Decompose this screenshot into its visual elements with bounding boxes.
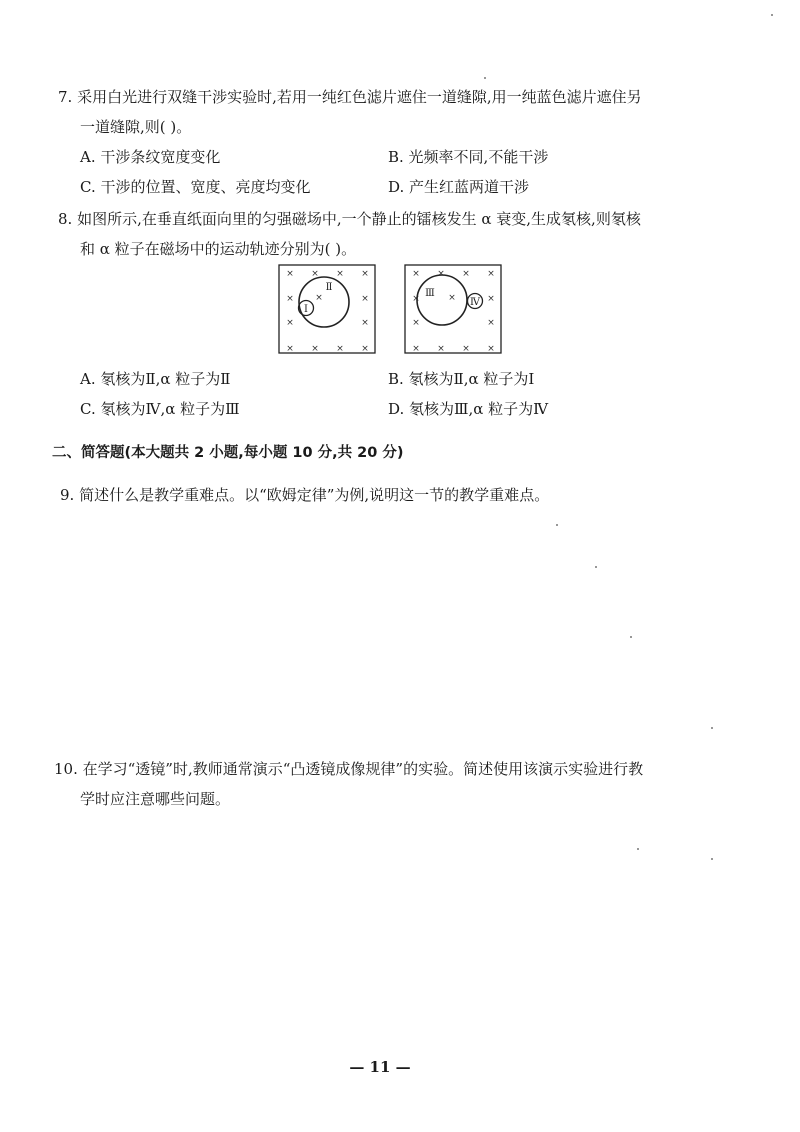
field-mark: × — [286, 344, 294, 354]
field-mark: × — [412, 269, 420, 279]
field-mark: × — [412, 318, 420, 328]
field-mark: × — [487, 294, 495, 304]
q7-stem-line2: 一道缝隙,则( )。 — [80, 118, 192, 136]
q7-option-b: B. 光频率不同,不能干涉 — [388, 148, 549, 166]
field-mark: × — [311, 269, 319, 279]
scan-speck — [556, 524, 558, 526]
q8-figure-right — [404, 264, 504, 356]
field-mark: × — [487, 318, 495, 328]
q8-option-a: A. 氡核为Ⅱ,α 粒子为Ⅱ — [80, 370, 231, 388]
field-mark: × — [336, 344, 344, 354]
field-mark: × — [487, 269, 495, 279]
q7-option-a: A. 干涉条纹宽度变化 — [80, 148, 221, 166]
q8-stem-line1: 8. 如图所示,在垂直纸面向里的匀强磁场中,一个静止的镭核发生 α 衰变,生成氡核,则氡核 — [58, 210, 641, 228]
q10-stem-line2: 学时应注意哪些问题。 — [80, 790, 231, 808]
field-mark: × — [361, 344, 369, 354]
q8-figure-left — [278, 264, 378, 356]
q9-text: 9. 简述什么是教学重难点。以“欧姆定律”为例,说明这一节的教学重难点。 — [60, 486, 550, 504]
q7-option-d: D. 产生红蓝两道干涉 — [388, 178, 530, 196]
field-mark: × — [311, 344, 319, 354]
q8-option-c: C. 氡核为Ⅳ,α 粒子为Ⅲ — [80, 400, 240, 418]
field-mark: × — [437, 269, 445, 279]
q8-stem-line2: 和 α 粒子在磁场中的运动轨迹分别为( )。 — [80, 240, 357, 258]
field-mark: × — [462, 269, 470, 279]
q7-stem-line1: 7. 采用白光进行双缝干涉实验时,若用一纯红色滤片遮住一道缝隙,用一纯蓝色滤片遮住另 — [58, 88, 642, 106]
q8-option-b: B. 氡核为Ⅱ,α 粒子为Ⅰ — [388, 370, 535, 388]
field-mark: × — [336, 269, 344, 279]
q10-stem-line1: 10. 在学习“透镜”时,教师通常演示“凸透镜成像规律”的实验。简述使用该演示实验进行教 — [54, 760, 644, 778]
scan-speck — [637, 848, 639, 850]
field-mark: × — [412, 294, 420, 304]
scan-speck — [630, 636, 632, 638]
section-heading: 二、简答题(本大题共 2 小题,每小题 10 分,共 20 分) — [52, 445, 404, 461]
track-iii — [417, 275, 467, 325]
scan-speck — [595, 566, 597, 568]
q7-option-c: C. 干涉的位置、宽度、亮度均变化 — [80, 178, 311, 196]
field-mark: × — [361, 318, 369, 328]
label-ii: Ⅱ — [325, 282, 333, 293]
field-mark: × — [286, 269, 294, 279]
label-i: Ⅰ — [304, 304, 308, 315]
field-mark: × — [315, 293, 323, 303]
scan-speck — [484, 77, 486, 79]
scan-speck — [771, 14, 773, 16]
track-ii — [299, 277, 349, 327]
field-mark: × — [361, 294, 369, 304]
label-iv: Ⅳ — [470, 297, 480, 308]
scan-speck — [711, 858, 713, 860]
q8-option-d: D. 氡核为Ⅲ,α 粒子为Ⅳ — [388, 400, 549, 418]
field-mark: × — [412, 344, 420, 354]
field-mark: × — [487, 344, 495, 354]
field-mark: × — [462, 344, 470, 354]
field-mark: × — [448, 293, 456, 303]
field-mark: × — [437, 344, 445, 354]
scan-speck — [711, 727, 713, 729]
field-mark: × — [361, 269, 369, 279]
label-iii: Ⅲ — [425, 288, 435, 299]
page-number: — 11 — — [349, 1058, 411, 1076]
field-mark: × — [286, 294, 294, 304]
field-mark: × — [286, 318, 294, 328]
